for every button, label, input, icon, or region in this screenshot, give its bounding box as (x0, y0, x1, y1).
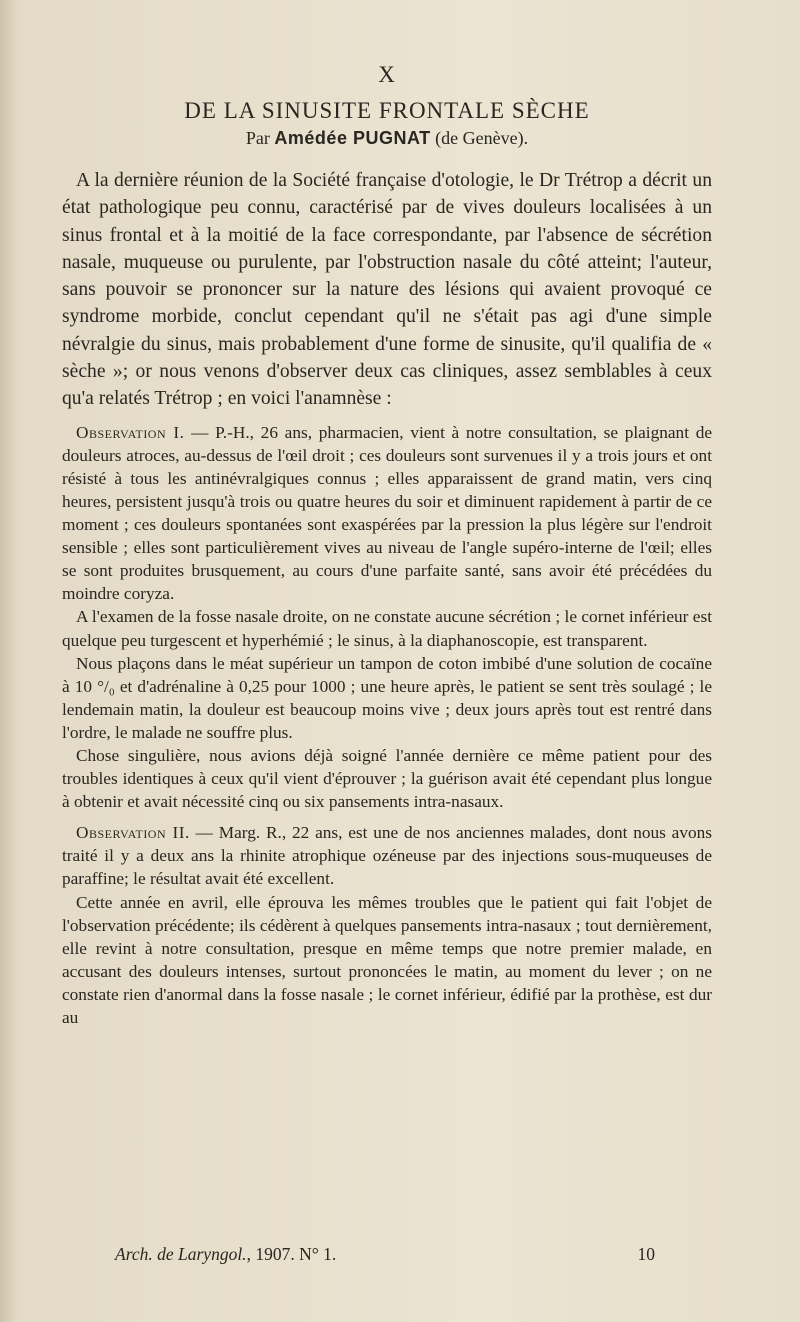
article (62, 62, 712, 1029)
observation-1-paragraph-1 (62, 421, 712, 606)
journal-name: Arch. de Laryngol. (115, 1244, 247, 1264)
observation-2-text: — Marg. R., 22 ans, est une de nos anciennes malades, dont nous avons traité il y a deux ans la rhinite atrophique ozéneuse par des injections sous-muqueuses de paraffine; le résultat avait été excellent. (62, 823, 712, 889)
observation-2-label: Observation II. (76, 823, 190, 843)
observation-2-paragraph-2: Cette année en avril, elle éprouva les mêmes troubles que le patient qui fait l'objet de l'observation précédente; ils cédèrent à quelques pansements intra-nasaux ; tout dernièrement, elle revint à notre consultation, presque en même temps que notre premier malade, en accusant des douleurs intenses, surtout prononcées le matin, au moment du lever ; on ne constate rien d'anormal dans la fosse nasale ; le cornet inférieur, édifié par la prothèse, est dur au (62, 892, 712, 1028)
intro-section (62, 167, 712, 413)
page-footer (115, 1244, 655, 1265)
observation-1-paragraph-3: Nous plaçons dans le méat supérieur un tampon de coton imbibé d'une solution de cocaïne à 10 °/₀ et d'adrénaline à 0,25 pour 1000 ; une heure après, le patient se sent très soulagé ; le lendemain matin, la douleur est beaucoup moins vive ; deux jours après tout est rentré dans l'ordre, le malade ne souffre plus. (62, 653, 712, 742)
chapter-numeral: X (378, 62, 396, 87)
article-title: DE LA SINUSITE FRONTALE SÈCHE (184, 98, 590, 123)
intro-paragraph: A la dernière réunion de la Société française d'otologie, le Dr Trétrop a décrit un état pathologique peu connu, caractérisé par de vives douleurs localisées à un sinus frontal et à la moitié de la face correspondante, par l'absence de sécrétion nasale, muqueuse ou purulente, par l'obstruction nasale du côté atteint; l'auteur, sans pouvoir se prononcer sur la nature des lésions qui avaient provoqué ce syndrome morbide, conclut cependant qu'il ne s'était pas agi d'une simple névralgie du sinus, mais probablement d'une forme de sinusite, qu'il qualifia de « sèche »; or nous venons d'observer deux cas cliniques, assez semblables à ceux qu'a relatés Trétrop ; en voici l'anamnèse : (62, 170, 712, 410)
observation-1-text: — P.-H., 26 ans, pharmacien, vient à notre consultation, se plaignant de douleurs atroces, au-dessus de l'œil droit ; ces douleurs sont survenues il y a trois jours et ont résisté à tous les antinévralgiques connus ; elles apparaissent de grand matin, vers cinq heures, persistent jusqu'à trois ou quatre heures du soir et diminuent rapidement à partir de ce moment ; ces douleurs spontanées sont exaspérées par la pression la plus légère sur l'endroit sensible ; elles sont particulièrement vives au niveau de l'angle supéro-interne de l'œil; elles se sont produites brusquement, au cours d'une parfaite santé, sans avoir été précédées du moindre coryza. (62, 422, 713, 604)
observation-1-label: Observation I. (76, 422, 185, 442)
page-number: 10 (637, 1244, 655, 1264)
observation-1 (62, 421, 712, 814)
author-name: Amédée PUGNAT (274, 128, 431, 148)
observation-1-paragraph-2: A l'examen de la fosse nasale droite, on ne constate aucune sécrétion ; le cornet inférieur est quelque peu turgescent et hyperhémié ; le sinus, à la diaphanoscopie, est transparent. (62, 607, 712, 650)
observation-1-paragraph-4: Chose singulière, nous avions déjà soigné l'année dernière ce même patient pour des troubles identiques à ceux qu'il vient d'éprouver ; la guérison avait été cependant plus longue à obtenir et avait nécessité cinq ou six pansements intra-nasaux. (62, 745, 712, 812)
author-affiliation: (de Genève). (435, 128, 529, 148)
observation-2-paragraph-1 (62, 821, 712, 890)
observation-2 (62, 821, 712, 1029)
journal-year-issue: , 1907. N° 1. (246, 1244, 337, 1264)
byline-prefix: Par (245, 128, 270, 148)
byline (62, 128, 712, 149)
